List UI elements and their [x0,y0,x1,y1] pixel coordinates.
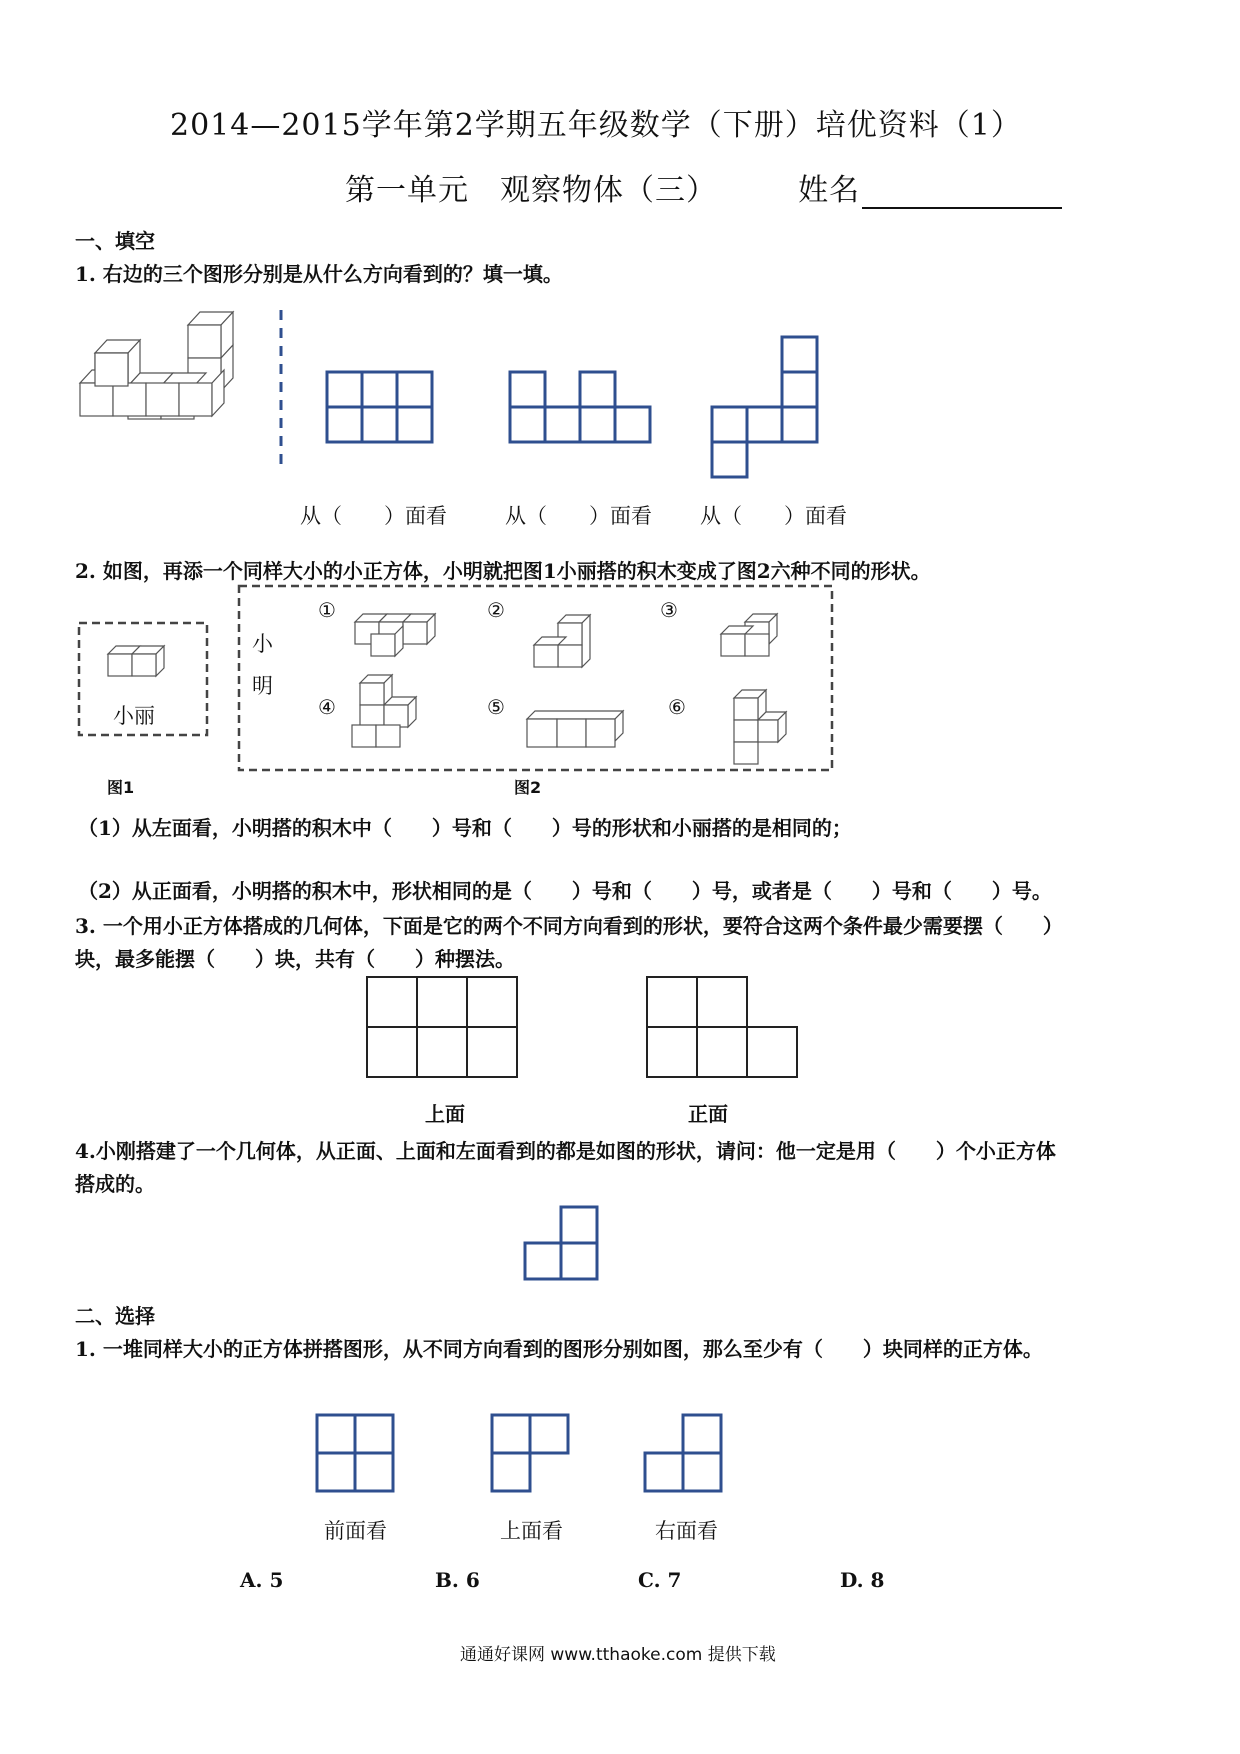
q2-sub1: （1）从左面看，小明搭的积木中（ ）号和（ ）号的形状和小丽搭的是相同的； [78,816,852,840]
s2-label-right: 右面看 [655,1519,718,1543]
q2-sub2: （2）从正面看，小明搭的积木中，形状相同的是（ ）号和（ ）号，或者是（ ）号和（ ）号。 [78,879,1052,903]
q1-label-b: 从（ ）面看 [505,504,652,528]
q3-line2: 块，最多能摆（ ）块，共有（ ）种摆法。 [75,947,515,971]
q1-view-b [508,370,658,445]
option-c[interactable]: C. 7 [638,1568,682,1592]
s2-front-view [315,1413,400,1498]
fig2-label: 图2 [514,778,542,797]
q4-view [523,1205,603,1285]
q1-text: 1. 右边的三个图形分别是从什么方向看到的？填一填。 [75,262,563,286]
shape-num-2: ② [487,598,505,622]
name-label: 姓名 [798,173,861,208]
s2-right-view [643,1413,728,1498]
q1-label-c: 从（ ）面看 [700,504,847,528]
q1-divider-dashed [278,310,284,470]
shape-num-6: ⑥ [668,695,686,719]
q3-label-front: 正面 [688,1102,728,1126]
unit-title [345,165,1062,209]
shape-1 [355,610,445,665]
s2-q1-text: 1. 一堆同样大小的正方体拼搭图形，从不同方向看到的图形分别如图，那么至少有（ ）块同样的正方体。 [75,1337,1043,1361]
q3-line1: 3. 一个用小正方体搭成的几何体，下面是它的两个不同方向看到的形状，要符合这两个条件最少需要摆（ ） [75,914,1063,938]
q4-line2: 搭成的。 [75,1172,155,1196]
shape-num-1: ① [318,598,336,622]
s2-label-front: 前面看 [324,1519,387,1543]
footer-text: 通通好课网 www.tthaoke.com 提供下载 [460,1645,776,1665]
q3-front-view [645,975,800,1080]
section-choice-heading: 二、选择 [75,1304,155,1328]
q4-line1: 4.小刚搭建了一个几何体，从正面、上面和左面看到的都是如图的形状，请问：他一定是用（ ）个小正方体 [75,1139,1056,1163]
shape-num-3: ③ [660,598,678,622]
section-fill-heading: 一、填空 [75,229,155,253]
option-d[interactable]: D. 8 [840,1568,885,1592]
page-title: 2014—2015学年第2学期五年级数学（下册）培优资料（1） [170,108,1022,143]
q1-label-a: 从（ ）面看 [300,504,447,528]
fig1-label: 图1 [107,778,135,797]
q1-view-c [710,335,825,485]
xiaoming-label-2: 明 [252,674,273,698]
name-blank[interactable] [862,181,1062,209]
shape-num-4: ④ [318,695,336,719]
q3-top-view [365,975,520,1080]
s2-top-view [490,1413,575,1498]
shape-3 [715,612,805,672]
shape-6 [730,690,805,770]
xiaoming-label-1: 小 [252,632,273,656]
q1-view-a [325,370,435,445]
shape-4 [350,675,430,760]
q3-label-top: 上面 [425,1102,465,1126]
option-a[interactable]: A. 5 [240,1568,284,1592]
unit-label: 第一单元 观察物体（三） [345,173,717,208]
option-b[interactable]: B. 6 [435,1568,480,1592]
q1-isometric-solid [80,335,260,465]
q2-text: 2. 如图，再添一个同样大小的小正方体，小明就把图1小丽搭的积木变成了图2六种不同的形状。 [75,559,931,583]
xiaoli-label: 小丽 [113,704,155,728]
shape-5 [525,705,640,760]
shape-num-5: ⑤ [487,695,505,719]
shape-2 [530,615,600,680]
s2-label-top: 上面看 [500,1519,563,1543]
